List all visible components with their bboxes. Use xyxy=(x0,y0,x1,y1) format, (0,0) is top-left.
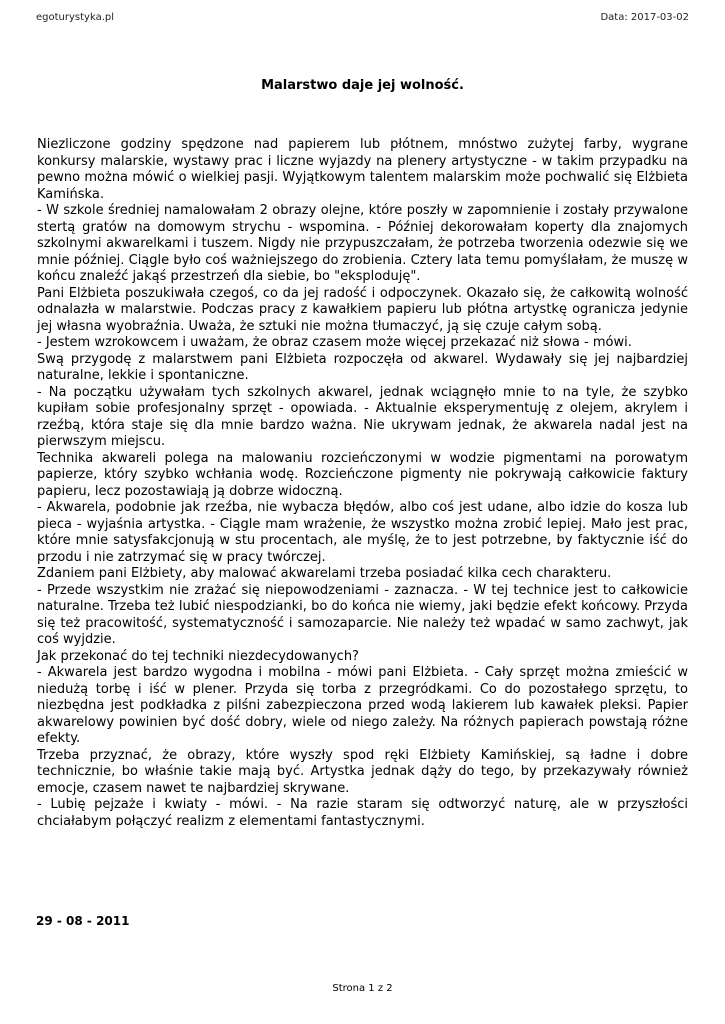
paragraph: Pani Elżbieta poszukiwała czegoś, co da jej radość i odpoczynek. Okazało się, że całkowitą wolność odnalazła w malarstwie. Podczas pracy z kawałkiem papieru lub płótna artystkę ogranicza jedynie jej własna wyobraźnia. Uważa, że sztuki nie można tłumaczyć, ją się czuje całym sobą. xyxy=(37,285,688,334)
paragraph: - Na początku używałam tych szkolnych akwarel, jednak wciągnęło mnie to na tyle, że szybko kupiłam sobie profesjonalny sprzęt - opowiada. - Aktualnie eksperymentuję z olejem, akrylem i rzeźbą, która staje się dla mnie bardzo ważna. Nie ukrywam jednak, że akwarela nadal jest na pierwszym miejscu. xyxy=(37,384,688,449)
article-title: Malarstwo daje jej wolność. xyxy=(261,78,464,93)
paragraph: Technika akwareli polega na malowaniu rozcieńczonymi w wodzie pigmentami na porowatym papierze, który szybko wchłania wodę. Rozcieńczone pigmenty nie pokrywają całkowicie faktury papieru, lecz pozostawiają ją dobrze widoczną. xyxy=(37,450,688,499)
site-name: egoturystyka.pl xyxy=(36,12,115,23)
paragraph: - Lubię pejzaże i kwiaty - mówi. - Na razie staram się odtworzyć naturę, ale w przyszłości chciałabym połączyć realizm z elementami fantastycznymi. xyxy=(37,797,688,829)
paragraph: Niezliczone godziny spędzone nad papierem lub płótnem, mnóstwo zużytej farby, wygrane konkursy malarskie, wystawy prac i liczne wyjazdy na plenery artystyczne - w takim przypadku na pewno można mówić o wielkiej pasji. Wyjątkowym talentem malarskim może pochwalić się Elżbieta Kamińska. xyxy=(37,137,688,202)
article-date: 29 - 08 - 2011 xyxy=(36,914,130,928)
print-date: Data: 2017-03-02 xyxy=(600,12,689,23)
paragraph: - Akwarela jest bardzo wygodna i mobilna - mówi pani Elżbieta. - Cały sprzęt można zmieścić w niedużą torbę i iść w plener. Przyda się torba z przegródkami. Co do pozostałego sprzętu, to niezbędna jest podkładka z pilśni zabezpieczona przed wodą lakierem lub kawałek pleksi. Papier akwarelowy powinien być dość dobry, wiele od niego zależy. Na różnych papierach powstają różne efekty. xyxy=(37,665,688,746)
page-number: Strona 1 z 2 xyxy=(332,983,393,994)
paragraph: Jak przekonać do tej techniki niezdecydowanych? xyxy=(37,648,359,664)
paragraph: - Przede wszystkim nie zrażać się niepowodzeniami - zaznacza. - W tej technice jest to całkowicie naturalne. Trzeba też lubić niespodzianki, bo do końca nie wiemy, jaki będzie efekt końcowy. Przyda się też pracowitość, systematyczność i samozaparcie. Nie należy też wpadać w samo zachwyt, jak coś wyjdzie. xyxy=(37,582,688,647)
paragraph: Trzeba przyznać, że obrazy, które wyszły spod ręki Elżbiety Kamińskiej, są ładne i dobre technicznie, bo właśnie takie mają być. Artystka jednak dąży do tego, by przekazywały również emocje, czasem nawet te najbardziej skrywane. xyxy=(37,747,688,796)
paragraph: - W szkole średniej namalowałam 2 obrazy olejne, które poszły w zapomnienie i zostały przywalone stertą gratów na domowym strychu - wspomina. - Później dekorowałam koperty dla znajomych szkolnymi akwarelkami i tuszem. Nigdy nie przypuszczałam, że potrzeba tworzenia odezwie się we mnie później. Ciągle było coś ważniejszego do zrobienia. Cztery lata temu pomyślałam, że muszę w końcu znaleźć jakąś przestrzeń dla siebie, bo "eksploduję". xyxy=(37,203,688,284)
paragraph: - Jestem wzrokowcem i uważam, że obraz czasem może więcej przekazać niż słowa - mówi. xyxy=(37,335,632,350)
paragraph: Zdaniem pani Elżbiety, aby malować akwarelami trzeba posiadać kilka cech charakteru. xyxy=(37,566,612,581)
paragraph: - Akwarela, podobnie jak rzeźba, nie wybacza błędów, albo coś jest udane, albo idzie do kosza lub pieca - wyjaśnia artystka. - Ciągle mam wrażenie, że wszystko można zrobić lepiej. Mało jest prac, które mnie satysfakcjonują w stu procentach, ale myślę, że to jest potrzebne, by faktycznie iść do przodu i nie zatrzymać się w pracy twórczej. xyxy=(37,500,688,565)
paragraph: Swą przygodę z malarstwem pani Elżbieta rozpoczęła od akwarel. Wydawały się jej najbardziej naturalne, lekkie i spontaniczne. xyxy=(37,351,688,383)
article-body xyxy=(37,137,688,830)
